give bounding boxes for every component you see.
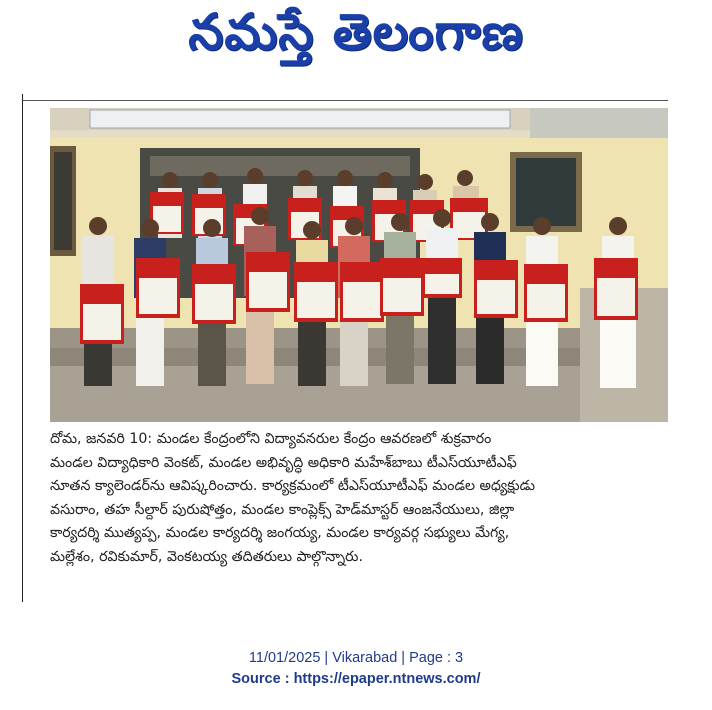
newspaper-title: నమస్తే తెలంగాణ [188, 2, 524, 61]
group-photo-icon [50, 108, 668, 422]
article-body [50, 428, 670, 570]
article-border-top [22, 100, 668, 101]
edition-info: 11/01/2025 | Vikarabad | Page : 3 [248, 650, 464, 666]
footer [0, 648, 712, 690]
article-line: మల్లేశం, రవికుమార్, వెంకటయ్య తదితరులు పాల్గొన్నారు. [50, 548, 363, 565]
news-photo [50, 108, 668, 422]
article-line: వసురాం, తహ సీల్దార్ పురుషోత్తం, మండల కాంప్లెక్స్ హెడ్‌మాస్టర్ ఆంజనేయులు, జిల్లా [50, 501, 515, 518]
source-link[interactable]: https://epaper.ntnews.com/ [293, 671, 481, 687]
article-line: నూతన క్యాలెండర్‌ను ఆవిష్కరించారు. కార్యక్రమంలో టీఎస్‌యూటీఎఫ్ మండల అధ్యక్షుడు [50, 478, 536, 495]
source-label: Source : [231, 671, 294, 687]
article-line: దోమ, జనవరి 10: మండల కేంద్రంలోని విద్యావనరుల కేంద్రం ఆవరణలో శుక్రవారం [50, 431, 492, 447]
article-line: మండల విద్యాధికారి వెంకట్, మండల అభివృద్ధి అధికారి మహేశ్‌బాబు టీఎస్‌యూటీఎఫ్ [50, 454, 517, 471]
article-line: కార్యదర్శి ముత్యప్ప, మండల కార్యదర్శి జంగయ్య, మండల కార్యవర్గ సభ్యులు మేగ్య, [50, 525, 510, 542]
source-line [0, 669, 712, 690]
masthead [0, 2, 712, 70]
article-border-left [22, 94, 23, 602]
